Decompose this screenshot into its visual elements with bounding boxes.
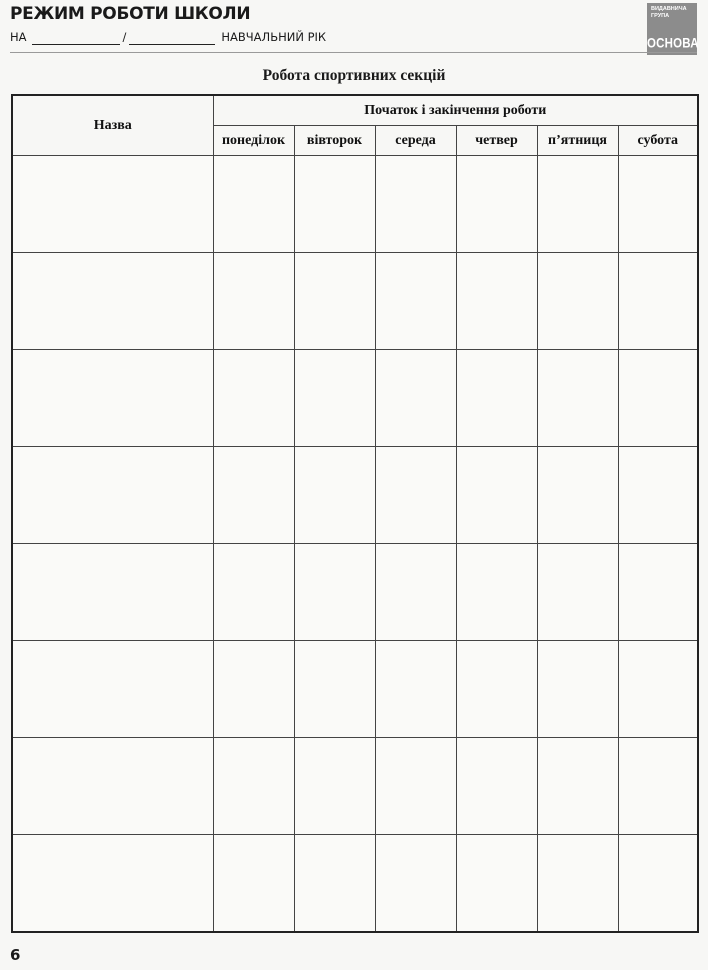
day-header-friday: п’ятниця: [537, 126, 618, 156]
schedule-cell[interactable]: [456, 447, 537, 544]
year-prefix: НА: [10, 30, 27, 44]
schedule-cell[interactable]: [537, 447, 618, 544]
section-name-cell[interactable]: [12, 835, 213, 933]
section-name-cell[interactable]: [12, 544, 213, 641]
section-name-cell[interactable]: [12, 350, 213, 447]
logo-caption: [651, 6, 695, 19]
schedule-cell[interactable]: [375, 253, 456, 350]
sports-sections-table: [11, 94, 699, 933]
schedule-cell[interactable]: [294, 350, 375, 447]
day-header-monday: понеділок: [213, 126, 294, 156]
day-header-saturday: субота: [618, 126, 698, 156]
schedule-cell[interactable]: [213, 253, 294, 350]
schedule-cell[interactable]: [537, 156, 618, 253]
schedule-cell[interactable]: [456, 253, 537, 350]
end-year-blank[interactable]: [129, 32, 215, 45]
start-year-blank[interactable]: [32, 32, 120, 45]
schedule-cell[interactable]: [294, 544, 375, 641]
schedule-cell[interactable]: [537, 350, 618, 447]
year-suffix: НАВЧАЛЬНИЙ РІК: [221, 30, 327, 44]
logo-brand: ОСНОВА: [647, 36, 699, 51]
table-row: [12, 738, 698, 835]
section-name-cell[interactable]: [12, 641, 213, 738]
schedule-cell[interactable]: [456, 641, 537, 738]
schedule-cell[interactable]: [537, 738, 618, 835]
table-body: [12, 156, 698, 933]
table-row: [12, 835, 698, 933]
schedule-cell[interactable]: [618, 350, 698, 447]
day-header-tuesday: вівторок: [294, 126, 375, 156]
schedule-cell[interactable]: [618, 156, 698, 253]
schedule-cell[interactable]: [375, 350, 456, 447]
schedule-cell[interactable]: [294, 156, 375, 253]
year-slash: /: [122, 30, 127, 44]
schedule-cell[interactable]: [456, 156, 537, 253]
work-time-group-header: Початок і закінчення роботи: [213, 95, 698, 126]
schedule-cell[interactable]: [537, 544, 618, 641]
schedule-cell[interactable]: [213, 641, 294, 738]
schedule-cell[interactable]: [618, 253, 698, 350]
logo-line-2: ГРУПА: [651, 12, 670, 19]
schedule-cell[interactable]: [537, 641, 618, 738]
schedule-cell[interactable]: [375, 641, 456, 738]
schedule-cell[interactable]: [618, 447, 698, 544]
schedule-cell[interactable]: [456, 835, 537, 933]
table-row: [12, 544, 698, 641]
section-name-cell[interactable]: [12, 253, 213, 350]
schedule-cell[interactable]: [213, 156, 294, 253]
table-row: [12, 641, 698, 738]
schedule-cell[interactable]: [618, 544, 698, 641]
schedule-cell[interactable]: [537, 253, 618, 350]
day-header-wednesday: середа: [375, 126, 456, 156]
schedule-cell[interactable]: [213, 447, 294, 544]
page-title: РЕЖИМ РОБОТИ ШКОЛИ: [10, 4, 251, 24]
schedule-cell[interactable]: [375, 156, 456, 253]
header-divider: [10, 52, 697, 53]
schedule-cell[interactable]: [375, 835, 456, 933]
schedule-cell[interactable]: [618, 738, 698, 835]
day-header-thursday: четвер: [456, 126, 537, 156]
table-caption: Робота спортивних секцій: [262, 67, 446, 84]
schedule-cell[interactable]: [213, 350, 294, 447]
schedule-cell[interactable]: [537, 835, 618, 933]
schedule-cell[interactable]: [294, 447, 375, 544]
table-row: [12, 350, 698, 447]
section-name-cell[interactable]: [12, 447, 213, 544]
schedule-cell[interactable]: [294, 835, 375, 933]
school-year-line: [10, 29, 326, 45]
schedule-cell[interactable]: [213, 835, 294, 933]
schedule-cell[interactable]: [375, 447, 456, 544]
schedule-cell[interactable]: [213, 738, 294, 835]
table-row: [12, 156, 698, 253]
table-row: [12, 447, 698, 544]
logo-line-1: ВИДАВНИЧА: [651, 6, 687, 12]
table-row: [12, 253, 698, 350]
schedule-cell[interactable]: [294, 738, 375, 835]
schedule-cell[interactable]: [213, 544, 294, 641]
schedule-cell[interactable]: [294, 253, 375, 350]
schedule-cell[interactable]: [618, 641, 698, 738]
schedule-cell[interactable]: [618, 835, 698, 933]
name-column-header: Назва: [12, 95, 213, 156]
schedule-cell[interactable]: [456, 738, 537, 835]
section-name-cell[interactable]: [12, 156, 213, 253]
schedule-cell[interactable]: [456, 350, 537, 447]
publisher-logo: [647, 3, 697, 55]
page-number: 6: [10, 946, 21, 964]
section-name-cell[interactable]: [12, 738, 213, 835]
schedule-cell[interactable]: [456, 544, 537, 641]
schedule-cell[interactable]: [375, 544, 456, 641]
schedule-cell[interactable]: [294, 641, 375, 738]
schedule-cell[interactable]: [375, 738, 456, 835]
